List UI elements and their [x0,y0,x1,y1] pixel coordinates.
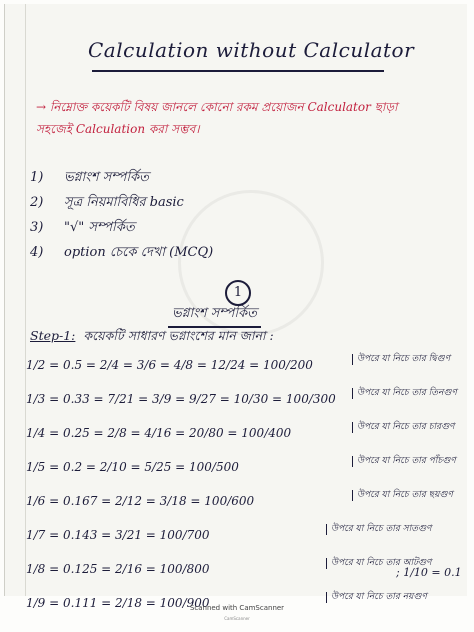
fraction-row [26,488,466,522]
fraction-note: উপরে যা নিচে তার চারগুণ [352,422,469,433]
intro-paragraph: → নিম্নোক্ত কয়েকটি বিষয় জানলে কোনো রকম প্রয়োজন Calculator ছাড়া সহজেই Calculation করা সম্ভব। [36,100,398,136]
section-title: ভগ্নাংশ সম্পর্কিত [168,304,261,328]
fraction-note: উপরে যা নিচে তার আটগুণ [326,558,463,569]
step-heading [30,328,450,348]
extra-fraction: ; 1/10 = 0.1 [396,566,462,579]
fraction-equation: 1/7 = 0.143 = 3/21 = 100/700 [26,528,210,542]
fraction-equation: 1/6 = 0.167 = 2/12 = 3/18 = 100/600 [26,494,255,508]
topic-number: 1) [30,170,44,185]
topic-number: 2) [30,195,44,210]
page-title: Calculation without Calculator [88,38,415,62]
topic-number: 3) [30,220,44,235]
circled-number: 1 [225,280,251,306]
topic-number: 4) [30,245,44,260]
topic-label: সূত্র নিয়মাবিধির basic [64,195,184,210]
topic-item [30,165,450,190]
fraction-row [26,352,466,386]
fraction-equation: 1/9 = 0.111 = 2/18 = 100/900 [26,596,210,610]
fraction-note: উপরে যা নিচে তার সাতগুণ [326,524,463,535]
step-text: কয়েকটি সাধারণ ভগ্নাংশের মান জানা : [83,328,274,343]
topic-item [30,240,450,265]
scanner-footer: Scanned with CamScanner [189,604,285,612]
fraction-row [26,454,466,488]
topic-label: ভগ্নাংশ সম্পর্কিত [64,170,149,185]
fraction-equation: 1/5 = 0.2 = 2/10 = 5/25 = 100/500 [26,460,239,474]
fraction-equation: 1/8 = 0.125 = 2/16 = 100/800 [26,562,210,576]
step-label: Step-1: [30,328,76,343]
fraction-note: উপরে যা নিচে তার দ্বিগুণ [352,354,469,365]
fraction-note: উপরে যা নিচে তার পাঁচগুণ [352,456,469,467]
scanner-footer-small: CamScanner [224,616,250,621]
fraction-row [26,386,466,420]
title-underline [92,70,384,72]
topic-list [30,165,450,265]
fraction-equation: 1/4 = 0.25 = 2/8 = 4/16 = 20/80 = 100/400 [26,426,292,440]
fraction-equation: 1/2 = 0.5 = 2/4 = 3/6 = 4/8 = 12/24 = 100/200 [26,358,313,372]
topic-item [30,215,450,240]
fraction-row [26,420,466,454]
fraction-equation: 1/3 = 0.33 = 7/21 = 3/9 = 9/27 = 10/30 = 100/300 [26,392,336,406]
topic-label: option চেকে দেখা (MCQ) [64,245,214,260]
fraction-note: উপরে যা নিচে তার ছয়গুণ [352,490,469,501]
topic-item [30,190,450,215]
fraction-note: উপরে যা নিচে তার তিনগুণ [352,388,469,399]
fraction-note: উপরে যা নিচে তার নয়গুণ [326,592,463,603]
fraction-row [26,522,466,556]
fraction-table [26,352,466,624]
topic-label: "√" সম্পর্কিত [64,220,135,235]
